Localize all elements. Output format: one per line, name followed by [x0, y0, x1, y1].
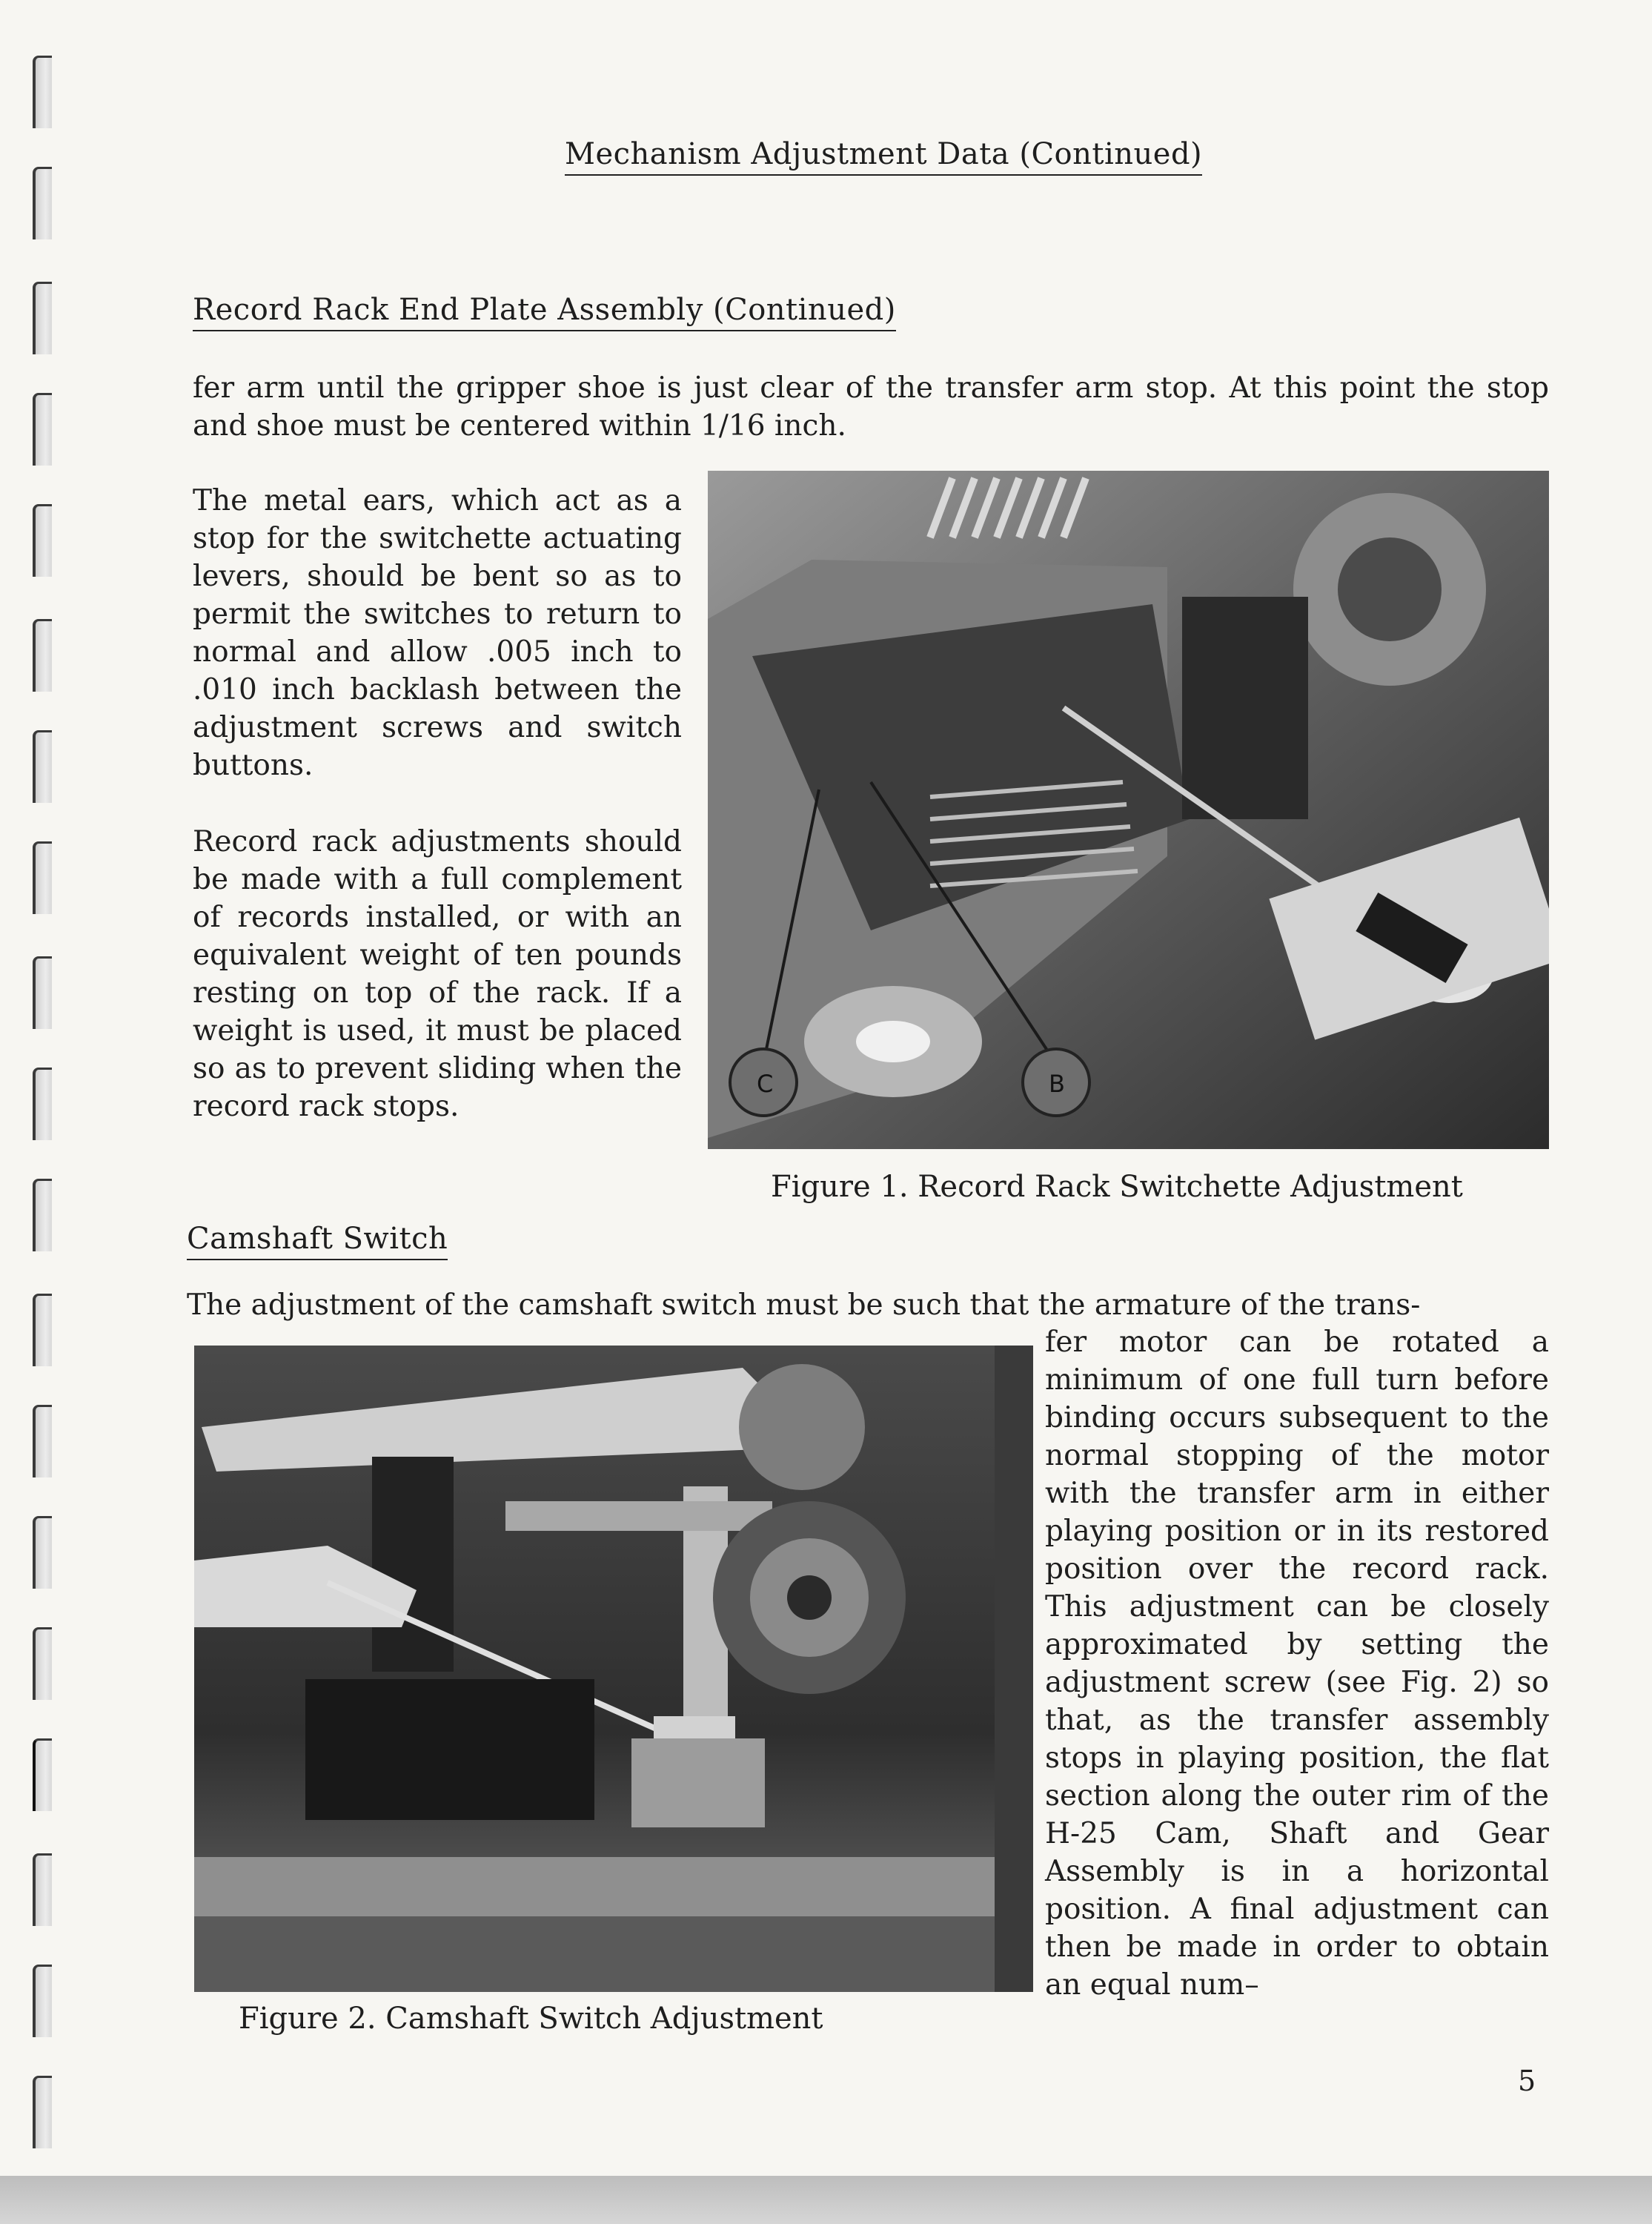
page-number: 5 — [1518, 2065, 1536, 2097]
binder-hole — [33, 167, 52, 239]
intro-paragraph: fer arm until the gripper shoe is just clear of the transfer arm stop. At this point the stop and shoe must be centered within 1/16 inch. — [193, 371, 1549, 443]
binder-hole — [33, 504, 52, 577]
binder-hole — [33, 1516, 52, 1589]
binder-hole — [33, 1179, 52, 1251]
binder-hole — [33, 619, 52, 692]
binder-hole — [33, 956, 52, 1029]
camshaft-lead-text: The adjustment of the camshaft switch must be such that the armature of the trans- — [187, 1288, 1421, 1322]
binder-hole — [33, 1405, 52, 1477]
binder-hole — [33, 2076, 52, 2148]
svg-text:C: C — [757, 1070, 774, 1098]
binder-hole — [33, 1738, 52, 1811]
binder-hole — [33, 393, 52, 466]
scan-bottom-edge — [0, 2176, 1652, 2224]
page-title: Mechanism Adjustment Data (Continued) — [565, 137, 1202, 176]
record-rack-paragraph: Record rack adjustments should be made with a full complement of records installed, or with an equivalent weight of ten pounds resting on top of the rack. If a weight is used, it must be placed so as to prevent sliding when the record rack stops. — [193, 825, 682, 1123]
binder-hole — [33, 730, 52, 803]
figure2-photo — [194, 1346, 1033, 1992]
binder-hole — [33, 841, 52, 914]
binder-hole — [33, 1853, 52, 1926]
binder-hole — [33, 1294, 52, 1366]
figure1-photo — [708, 471, 1549, 1149]
binder-hole — [33, 282, 52, 354]
camshaft-side-paragraph: fer motor can be rotated a minimum of one full turn before binding occurs subsequent to the normal stopping of the motor with the transfer arm in either playing position or in its restored position over the record rack. This adjustment can be closely approximated by setting the adjustment screw (see Fig. 2) so that, as the transfer assembly stops in playing position, the flat section along the outer rim of the H-25 Cam, Shaft and Gear Assembly is in a horizontal position. A final adjustment can then be made in order to obtain an equal num– — [1045, 1326, 1549, 2002]
section-heading-record-rack: Record Rack End Plate Assembly (Continued) — [193, 293, 896, 331]
figure1-caption: Figure 1. Record Rack Switchette Adjustment — [771, 1170, 1463, 1204]
binder-hole — [33, 1627, 52, 1700]
metal-ears-paragraph: The metal ears, which act as a stop for the switchette actuating levers, should be bent so as to permit the switches to return to normal and allow .005 inch to .010 inch backlash between the adjustment screws and switch buttons. — [193, 484, 682, 782]
figure2-caption: Figure 2. Camshaft Switch Adjustment — [239, 2002, 823, 2036]
binder-hole — [33, 56, 52, 128]
binder-hole — [33, 1965, 52, 2037]
svg-text:B: B — [1049, 1070, 1065, 1098]
section-heading-camshaft-switch: Camshaft Switch — [187, 1222, 448, 1260]
binder-hole — [33, 1068, 52, 1140]
